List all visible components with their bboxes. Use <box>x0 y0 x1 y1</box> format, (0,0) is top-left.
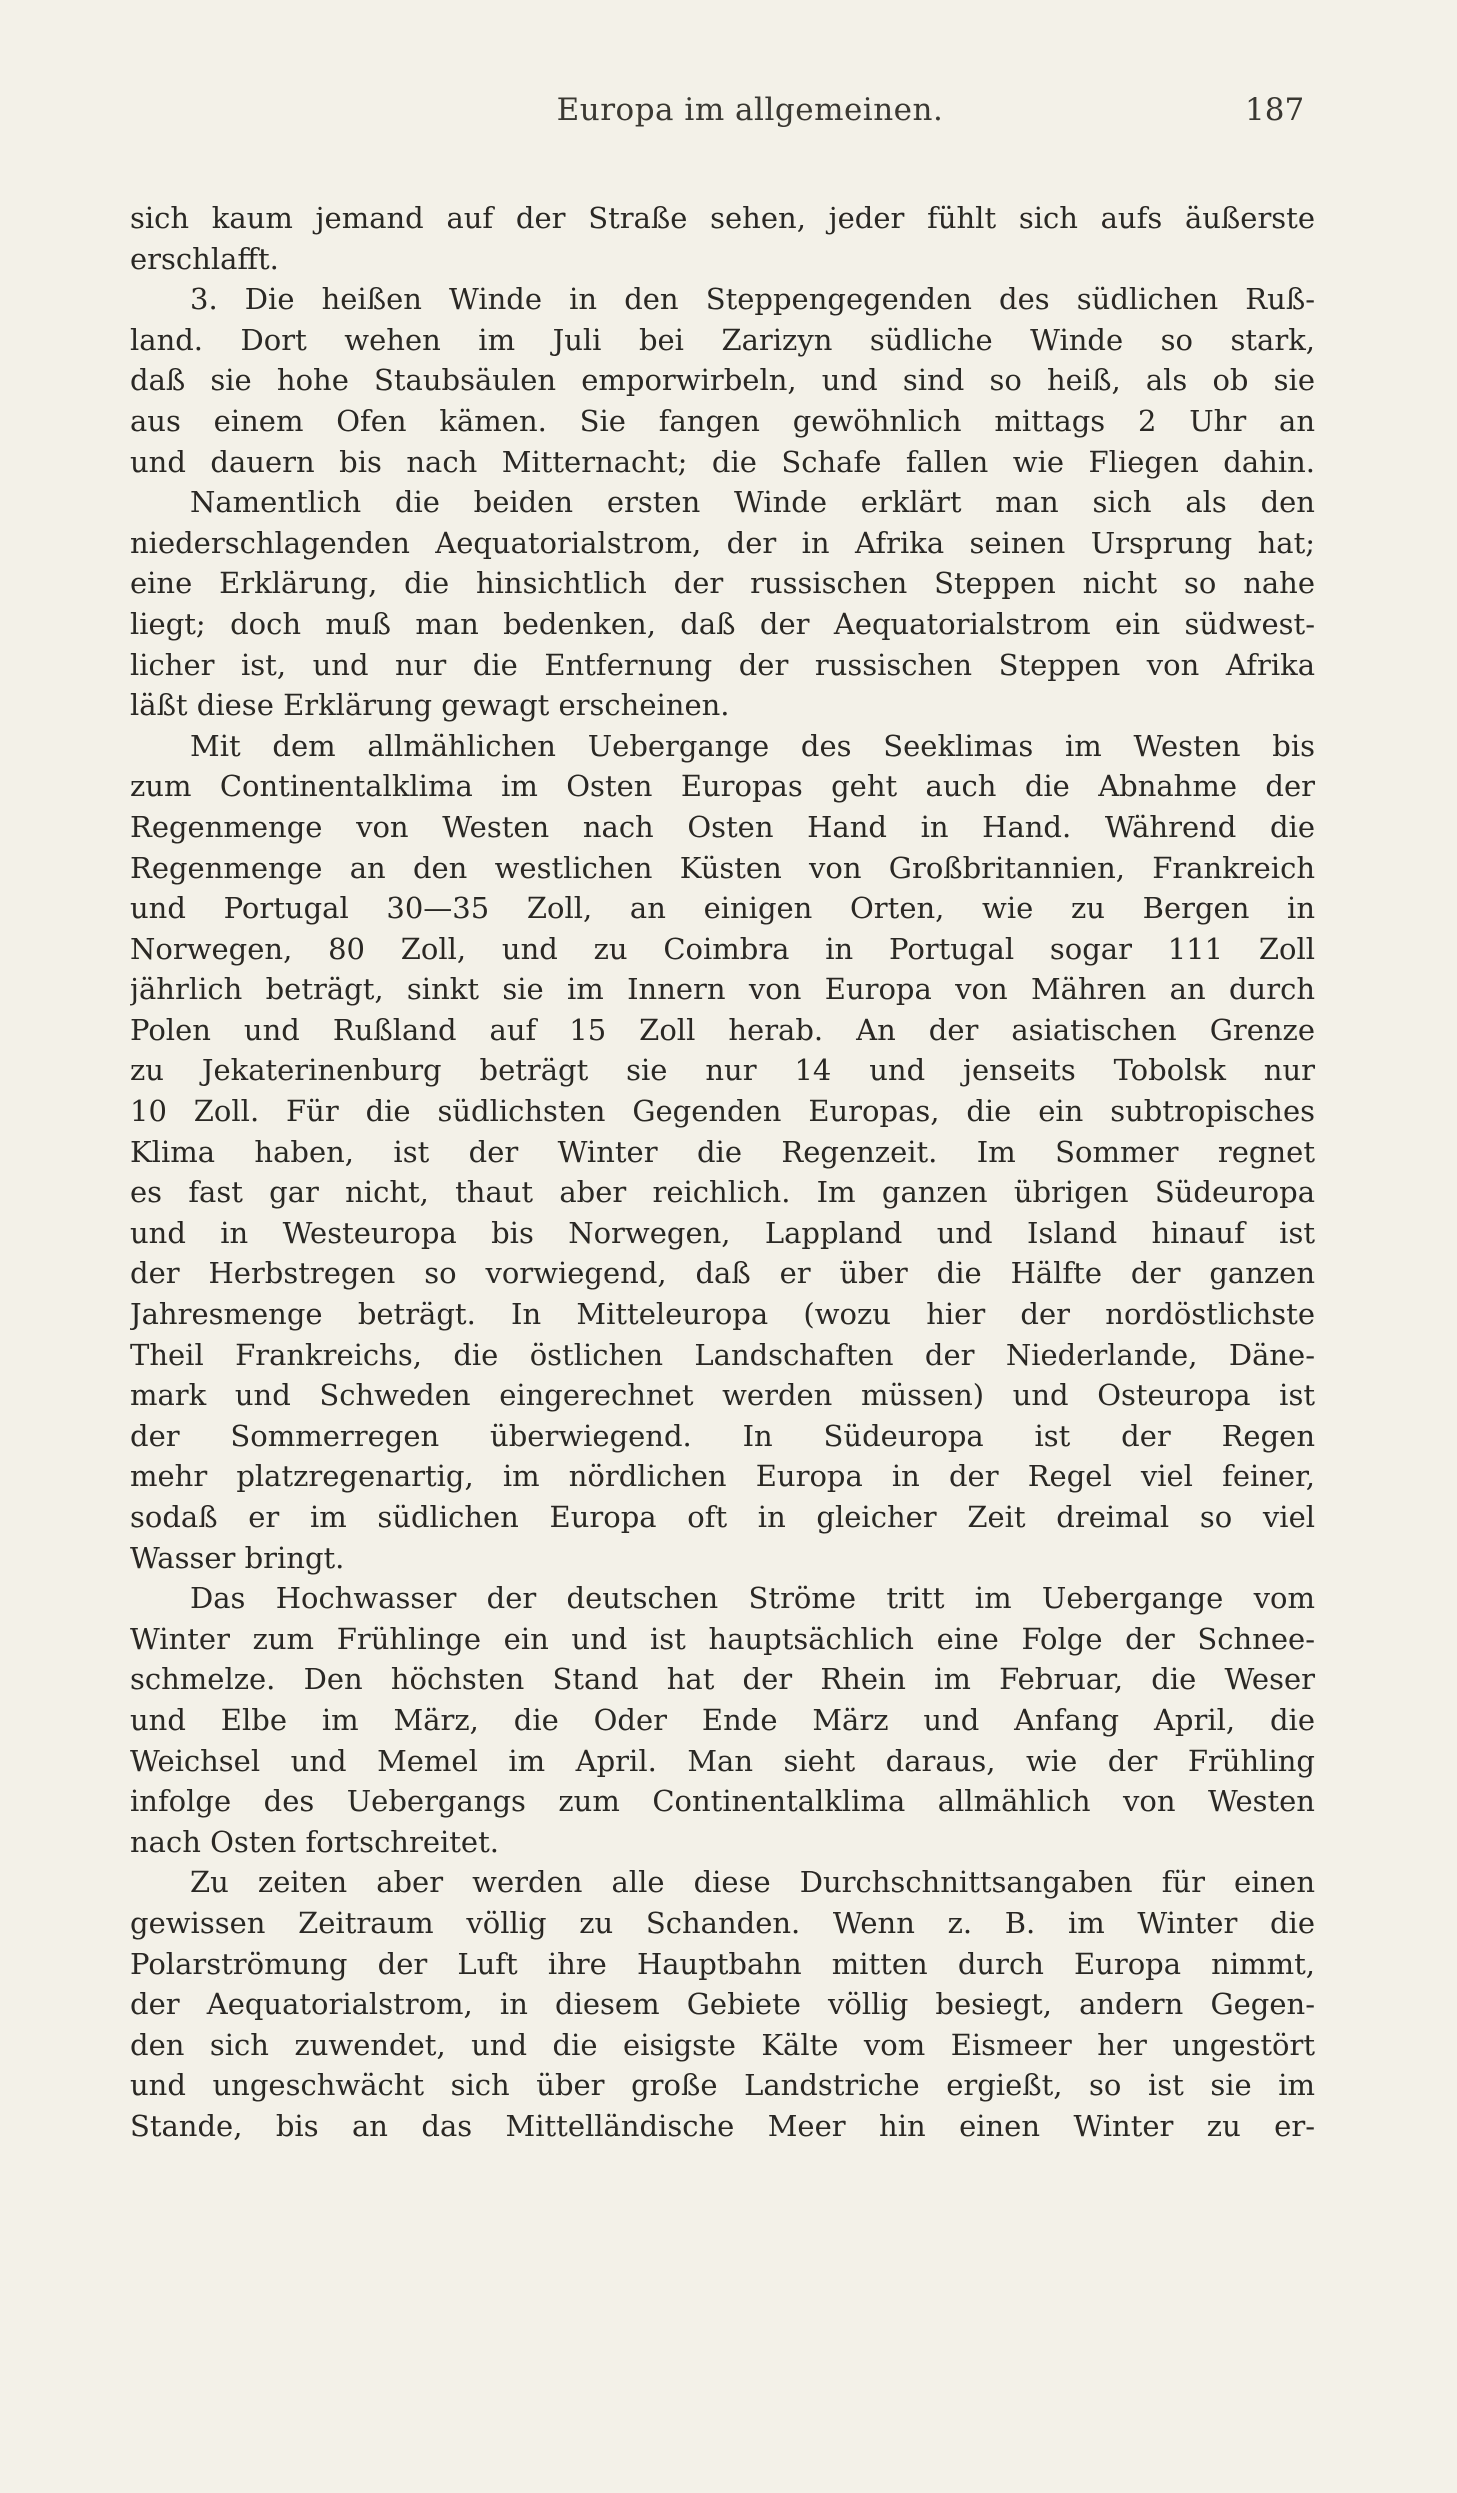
text-line: es fast gar nicht, thaut aber reichlich. Im ganzen übrigen Südeuropa <box>130 1175 1315 1210</box>
text-line: daß sie hohe Staubsäulen emporwirbeln, und sind so heiß, als ob sie <box>130 363 1315 398</box>
text-line: Regenmenge an den westlichen Küsten von Großbritannien, Frankreich <box>130 850 1315 885</box>
text-line: sich kaum jemand auf der Straße sehen, jeder fühlt sich aufs äußerste <box>130 201 1315 235</box>
text-line: 10 Zoll. Für die südlichsten Gegenden Europas, die ein subtropisches <box>130 1094 1315 1129</box>
text-line: erschlafft. <box>130 241 279 276</box>
text-line: Norwegen, 80 Zoll, und zu Coimbra in Portugal sogar 111 Zoll <box>130 931 1315 966</box>
text-line: licher ist, und nur die Entfernung der russischen Steppen von Afrika <box>130 647 1315 682</box>
body-text <box>130 198 1315 2147</box>
text-line: gewissen Zeitraum völlig zu Schanden. Wenn z. B. im Winter die <box>130 1905 1315 1940</box>
text-line: Namentlich die beiden ersten Winde erklärt man sich als den <box>190 485 1315 520</box>
text-line: Jahresmenge beträgt. In Mitteleuropa (wozu hier der nordöstlichste <box>130 1297 1315 1332</box>
text-line: und in Westeuropa bis Norwegen, Lappland und Island hinauf ist <box>130 1215 1315 1250</box>
text-line: Wasser bringt. <box>130 1540 345 1575</box>
text-line: zu Jekaterinenburg beträgt sie nur 14 und jenseits Tobolsk nur <box>130 1053 1315 1088</box>
text-line: Mit dem allmählichen Uebergange des Seeklimas im Westen bis <box>190 728 1315 763</box>
text-line: nach Osten fortschreitet. <box>130 1824 499 1859</box>
text-line: Zu zeiten aber werden alle diese Durchschnittsangaben für einen <box>190 1865 1315 1900</box>
text-line: Das Hochwasser der deutschen Ströme tritt im Uebergange vom <box>190 1581 1315 1616</box>
text-line: land. Dort wehen im Juli bei Zarizyn südliche Winde so stark, <box>130 322 1315 357</box>
text-line: und Portugal 30—35 Zoll, an einigen Orten, wie zu Bergen in <box>130 891 1315 926</box>
text-line: Weichsel und Memel im April. Man sieht daraus, wie der Frühling <box>130 1743 1315 1778</box>
text-line: mehr platzregenartig, im nördlichen Europa in der Regel viel feiner, <box>130 1459 1315 1494</box>
text-line: niederschlagenden Aequatorialstrom, der in Afrika seinen Ursprung hat; <box>130 525 1315 560</box>
page-number: 187 <box>1245 92 1305 128</box>
page-header <box>0 92 1457 142</box>
text-line: Regenmenge von Westen nach Osten Hand in Hand. Während die <box>130 809 1315 844</box>
text-line: und dauern bis nach Mitternacht; die Schafe fallen wie Fliegen dahin. <box>130 444 1315 479</box>
text-line: liegt; doch muß man bedenken, daß der Aequatorialstrom ein südwest- <box>130 606 1315 641</box>
text-line: zum Continentalklima im Osten Europas geht auch die Abnahme der <box>130 769 1315 804</box>
text-line: der Sommerregen überwiegend. In Südeuropa ist der Regen <box>130 1418 1315 1453</box>
text-line: der Aequatorialstrom, in diesem Gebiete völlig besiegt, andern Gegen- <box>130 1987 1315 2022</box>
text-line: Stande, bis an das Mittelländische Meer hin einen Winter zu er- <box>130 2108 1315 2143</box>
text-line: schmelze. Den höchsten Stand hat der Rhein im Februar, die Weser <box>130 1662 1315 1697</box>
running-title: Europa im allgemeinen. <box>556 92 944 128</box>
text-line: 3. Die heißen Winde in den Steppengegenden des südlichen Ruß- <box>190 282 1315 317</box>
text-line: den sich zuwendet, und die eisigste Kälte vom Eismeer her ungestört <box>130 2027 1315 2062</box>
text-line: jährlich beträgt, sinkt sie im Innern von Europa von Mähren an durch <box>130 972 1315 1007</box>
text-line: aus einem Ofen kämen. Sie fangen gewöhnlich mittags 2 Uhr an <box>130 403 1315 438</box>
text-line: läßt diese Erklärung gewagt erscheinen. <box>130 688 730 723</box>
text-line: Polen und Rußland auf 15 Zoll herab. An der asiatischen Grenze <box>130 1012 1315 1047</box>
text-line: Polarströmung der Luft ihre Hauptbahn mitten durch Europa nimmt, <box>130 1946 1315 1981</box>
text-line: eine Erklärung, die hinsichtlich der russischen Steppen nicht so nahe <box>130 566 1315 601</box>
text-line: Klima haben, ist der Winter die Regenzeit. Im Sommer regnet <box>130 1134 1315 1169</box>
text-line: der Herbstregen so vorwiegend, daß er über die Hälfte der ganzen <box>130 1256 1315 1291</box>
text-line: infolge des Uebergangs zum Continentalklima allmählich von Westen <box>130 1784 1315 1819</box>
text-line: Theil Frankreichs, die östlichen Landschaften der Niederlande, Däne- <box>130 1337 1315 1372</box>
text-line: sodaß er im südlichen Europa oft in gleicher Zeit dreimal so viel <box>130 1500 1315 1534</box>
text-line: Winter zum Frühlinge ein und ist hauptsächlich eine Folge der Schnee- <box>130 1621 1315 1656</box>
text-line: und Elbe im März, die Oder Ende März und Anfang April, die <box>130 1702 1315 1737</box>
text-line: und ungeschwächt sich über große Landstriche ergießt, so ist sie im <box>130 2068 1315 2103</box>
text-line: mark und Schweden eingerechnet werden müssen) und Osteuropa ist <box>130 1378 1315 1413</box>
